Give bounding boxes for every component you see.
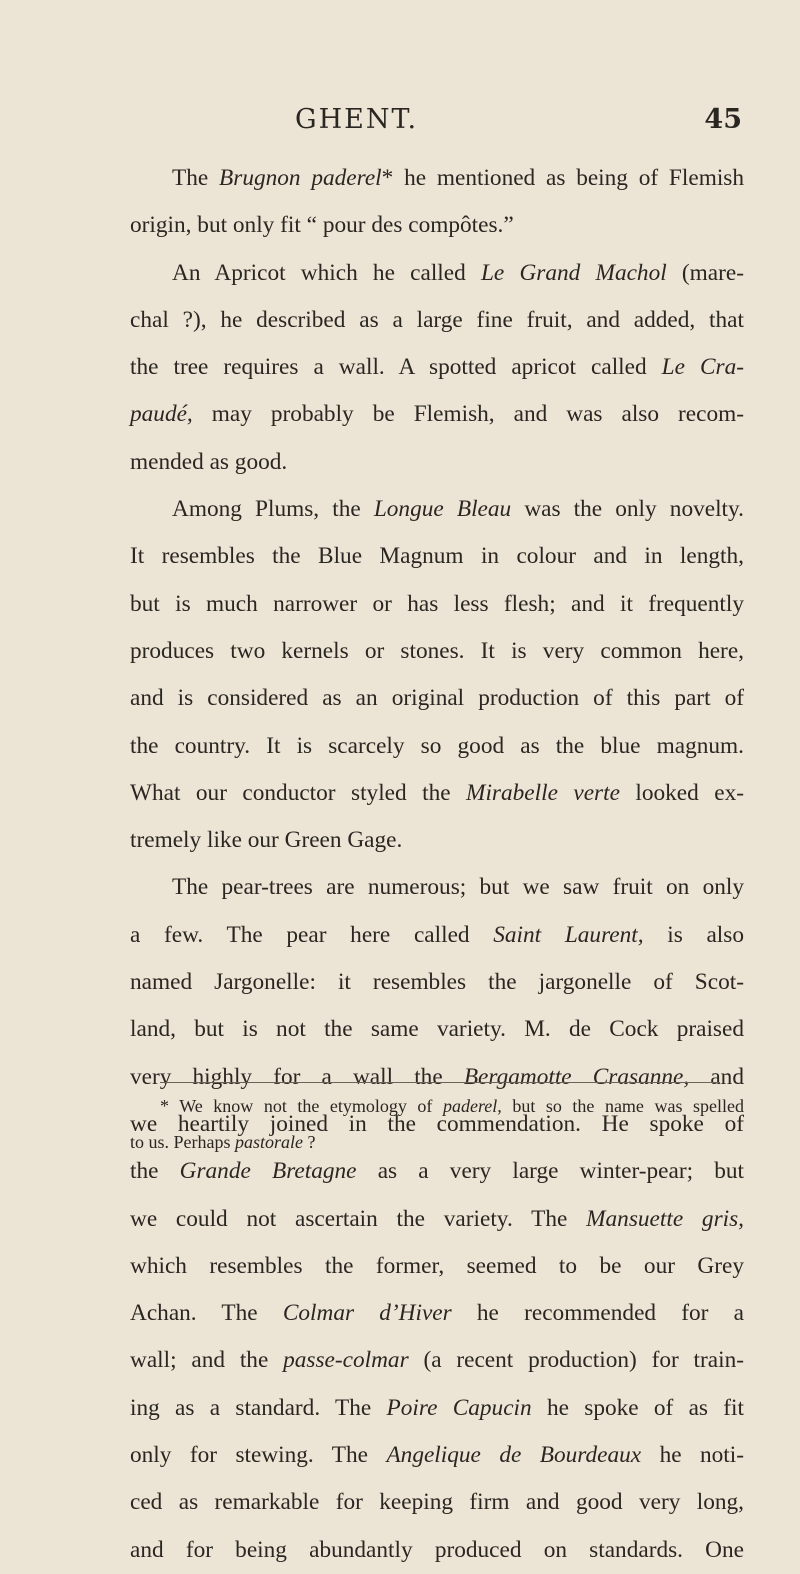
text-run: ced as remarkable for keeping firm and good very long,: [130, 1489, 744, 1516]
text-run: It resembles the Blue Magnum in colour and in length,: [130, 543, 744, 570]
text-run: we could not ascertain the variety. The: [130, 1205, 587, 1232]
text-run: The: [172, 165, 220, 191]
text-run: (mare-: [666, 259, 744, 286]
text-line: [130, 1196, 744, 1243]
italic-text: Bergamotte Crasanne,: [463, 1063, 690, 1090]
text-line: [130, 912, 744, 959]
running-title: GHENT.: [295, 104, 419, 135]
text-run: as a very large winter-pear; but: [356, 1158, 744, 1185]
text-line: [130, 1432, 744, 1479]
text-run: ing as a standard. The: [130, 1394, 387, 1421]
text-line: [130, 439, 744, 486]
footnote-rule: [160, 1082, 720, 1083]
italic-text: Longue Bleau: [373, 496, 512, 523]
text-line: [130, 1527, 744, 1574]
italic-text: passe-colmar: [283, 1347, 409, 1374]
paragraph: [130, 486, 744, 864]
italic-text: Le Grand Machol: [480, 259, 667, 286]
text-run: we heartily joined in the commendation. He spoke of: [130, 1110, 744, 1137]
paragraph: [130, 864, 744, 1573]
text-run: and is considered as an original production of this part of: [130, 685, 744, 712]
text-run: but so the name was spelled: [501, 1096, 744, 1116]
text-line: [130, 581, 744, 628]
text-run: which resembles the former, seemed to be our Grey: [130, 1252, 744, 1279]
text-run: he spoke of as fit: [531, 1394, 744, 1421]
italic-text: Angelique de Bourdeaux: [386, 1442, 642, 1469]
page-number: 45: [704, 104, 742, 135]
text-run: the country. It is scarcely so good as the blue magnum.: [130, 732, 744, 759]
text-line: [130, 533, 744, 580]
text-run: ?: [303, 1132, 316, 1152]
text-line: [130, 202, 744, 249]
text-run: * he mentioned as being of Flemish: [381, 165, 745, 191]
text-line: [130, 959, 744, 1006]
text-run: origin, but only fit “ pour des compôtes.”: [130, 212, 514, 239]
text-line: [130, 1088, 744, 1124]
italic-text: pastorale: [235, 1132, 304, 1152]
text-line: [130, 250, 744, 297]
text-run: he noti-: [641, 1442, 744, 1469]
paragraph: [130, 155, 744, 250]
text-line: [130, 1006, 744, 1053]
text-run: * We know not the etymology of: [160, 1096, 443, 1116]
body-text: [130, 155, 744, 1574]
italic-text: Brugnon paderel: [219, 165, 382, 191]
text-run: produces two kernels or stones. It is very common here,: [130, 637, 744, 664]
text-line: [130, 1337, 744, 1384]
text-line: [130, 155, 744, 202]
text-line: [130, 1290, 744, 1337]
italic-text: Poire Capucin: [386, 1394, 532, 1421]
text-run: chal ?), he described as a large fine fruit, and added, that: [130, 306, 744, 333]
text-run: to us. Perhaps: [130, 1132, 235, 1152]
text-run: and for being abundantly produced on standards. One: [130, 1536, 744, 1563]
text-run: tremely like our Green Gage.: [130, 827, 403, 854]
text-run: he recommended for a: [451, 1300, 744, 1327]
text-run: only for stewing. The: [130, 1442, 387, 1469]
text-line: [130, 817, 744, 864]
text-run: An Apricot which he called: [172, 259, 481, 286]
text-line: [130, 628, 744, 675]
italic-text: Grande Bretagne: [179, 1158, 357, 1185]
text-line: [130, 1243, 744, 1290]
text-run: wall; and the: [130, 1347, 284, 1374]
text-run: was the only novelty.: [511, 496, 744, 523]
text-run: Among Plums, the: [172, 496, 374, 523]
text-run: (a recent production) for train-: [408, 1347, 744, 1374]
text-line: [130, 1124, 744, 1160]
italic-text: Mirabelle verte: [466, 779, 620, 806]
text-run: the tree requires a wall. A spotted apricot called: [130, 354, 662, 381]
italic-text: Saint Laurent,: [493, 921, 644, 948]
text-line: [130, 864, 744, 911]
italic-text: Le Cra-: [661, 354, 744, 381]
text-line: [130, 770, 744, 817]
text-run: named Jargonelle: it resembles the jargonelle of Scot-: [130, 969, 744, 996]
italic-text: paudé,: [130, 401, 193, 428]
text-line: [130, 297, 744, 344]
italic-text: paderel,: [442, 1096, 502, 1116]
italic-text: Mansuette gris,: [586, 1205, 744, 1232]
text-run: may probably be Flemish, and was also recom-: [192, 401, 744, 428]
text-run: is also: [643, 921, 744, 948]
text-line: [130, 486, 744, 533]
text-run: mended as good.: [130, 448, 288, 475]
running-head: [130, 104, 742, 144]
text-run: The pear-trees are numerous; but we saw fruit on only: [172, 874, 744, 901]
text-run: land, but is not the same variety. M. de Cock praised: [130, 1016, 744, 1043]
footnote: [130, 1088, 744, 1160]
text-run: very highly for a wall the: [130, 1063, 464, 1090]
text-line: [130, 391, 744, 438]
text-line: [130, 723, 744, 770]
text-line: [130, 1479, 744, 1526]
text-line: [130, 344, 744, 391]
text-run: looked ex-: [619, 779, 744, 806]
text-run: but is much narrower or has less flesh; and it frequently: [130, 590, 744, 617]
text-line: [130, 1385, 744, 1432]
text-run: and: [689, 1063, 744, 1090]
text-run: What our conductor styled the: [130, 779, 467, 806]
text-run: a few. The pear here called: [130, 921, 494, 948]
italic-text: Colmar d’Hiver: [282, 1300, 452, 1327]
text-run: Achan. The: [130, 1300, 283, 1327]
text-line: [130, 675, 744, 722]
paragraph: [130, 250, 744, 486]
text-run: the: [130, 1158, 180, 1185]
